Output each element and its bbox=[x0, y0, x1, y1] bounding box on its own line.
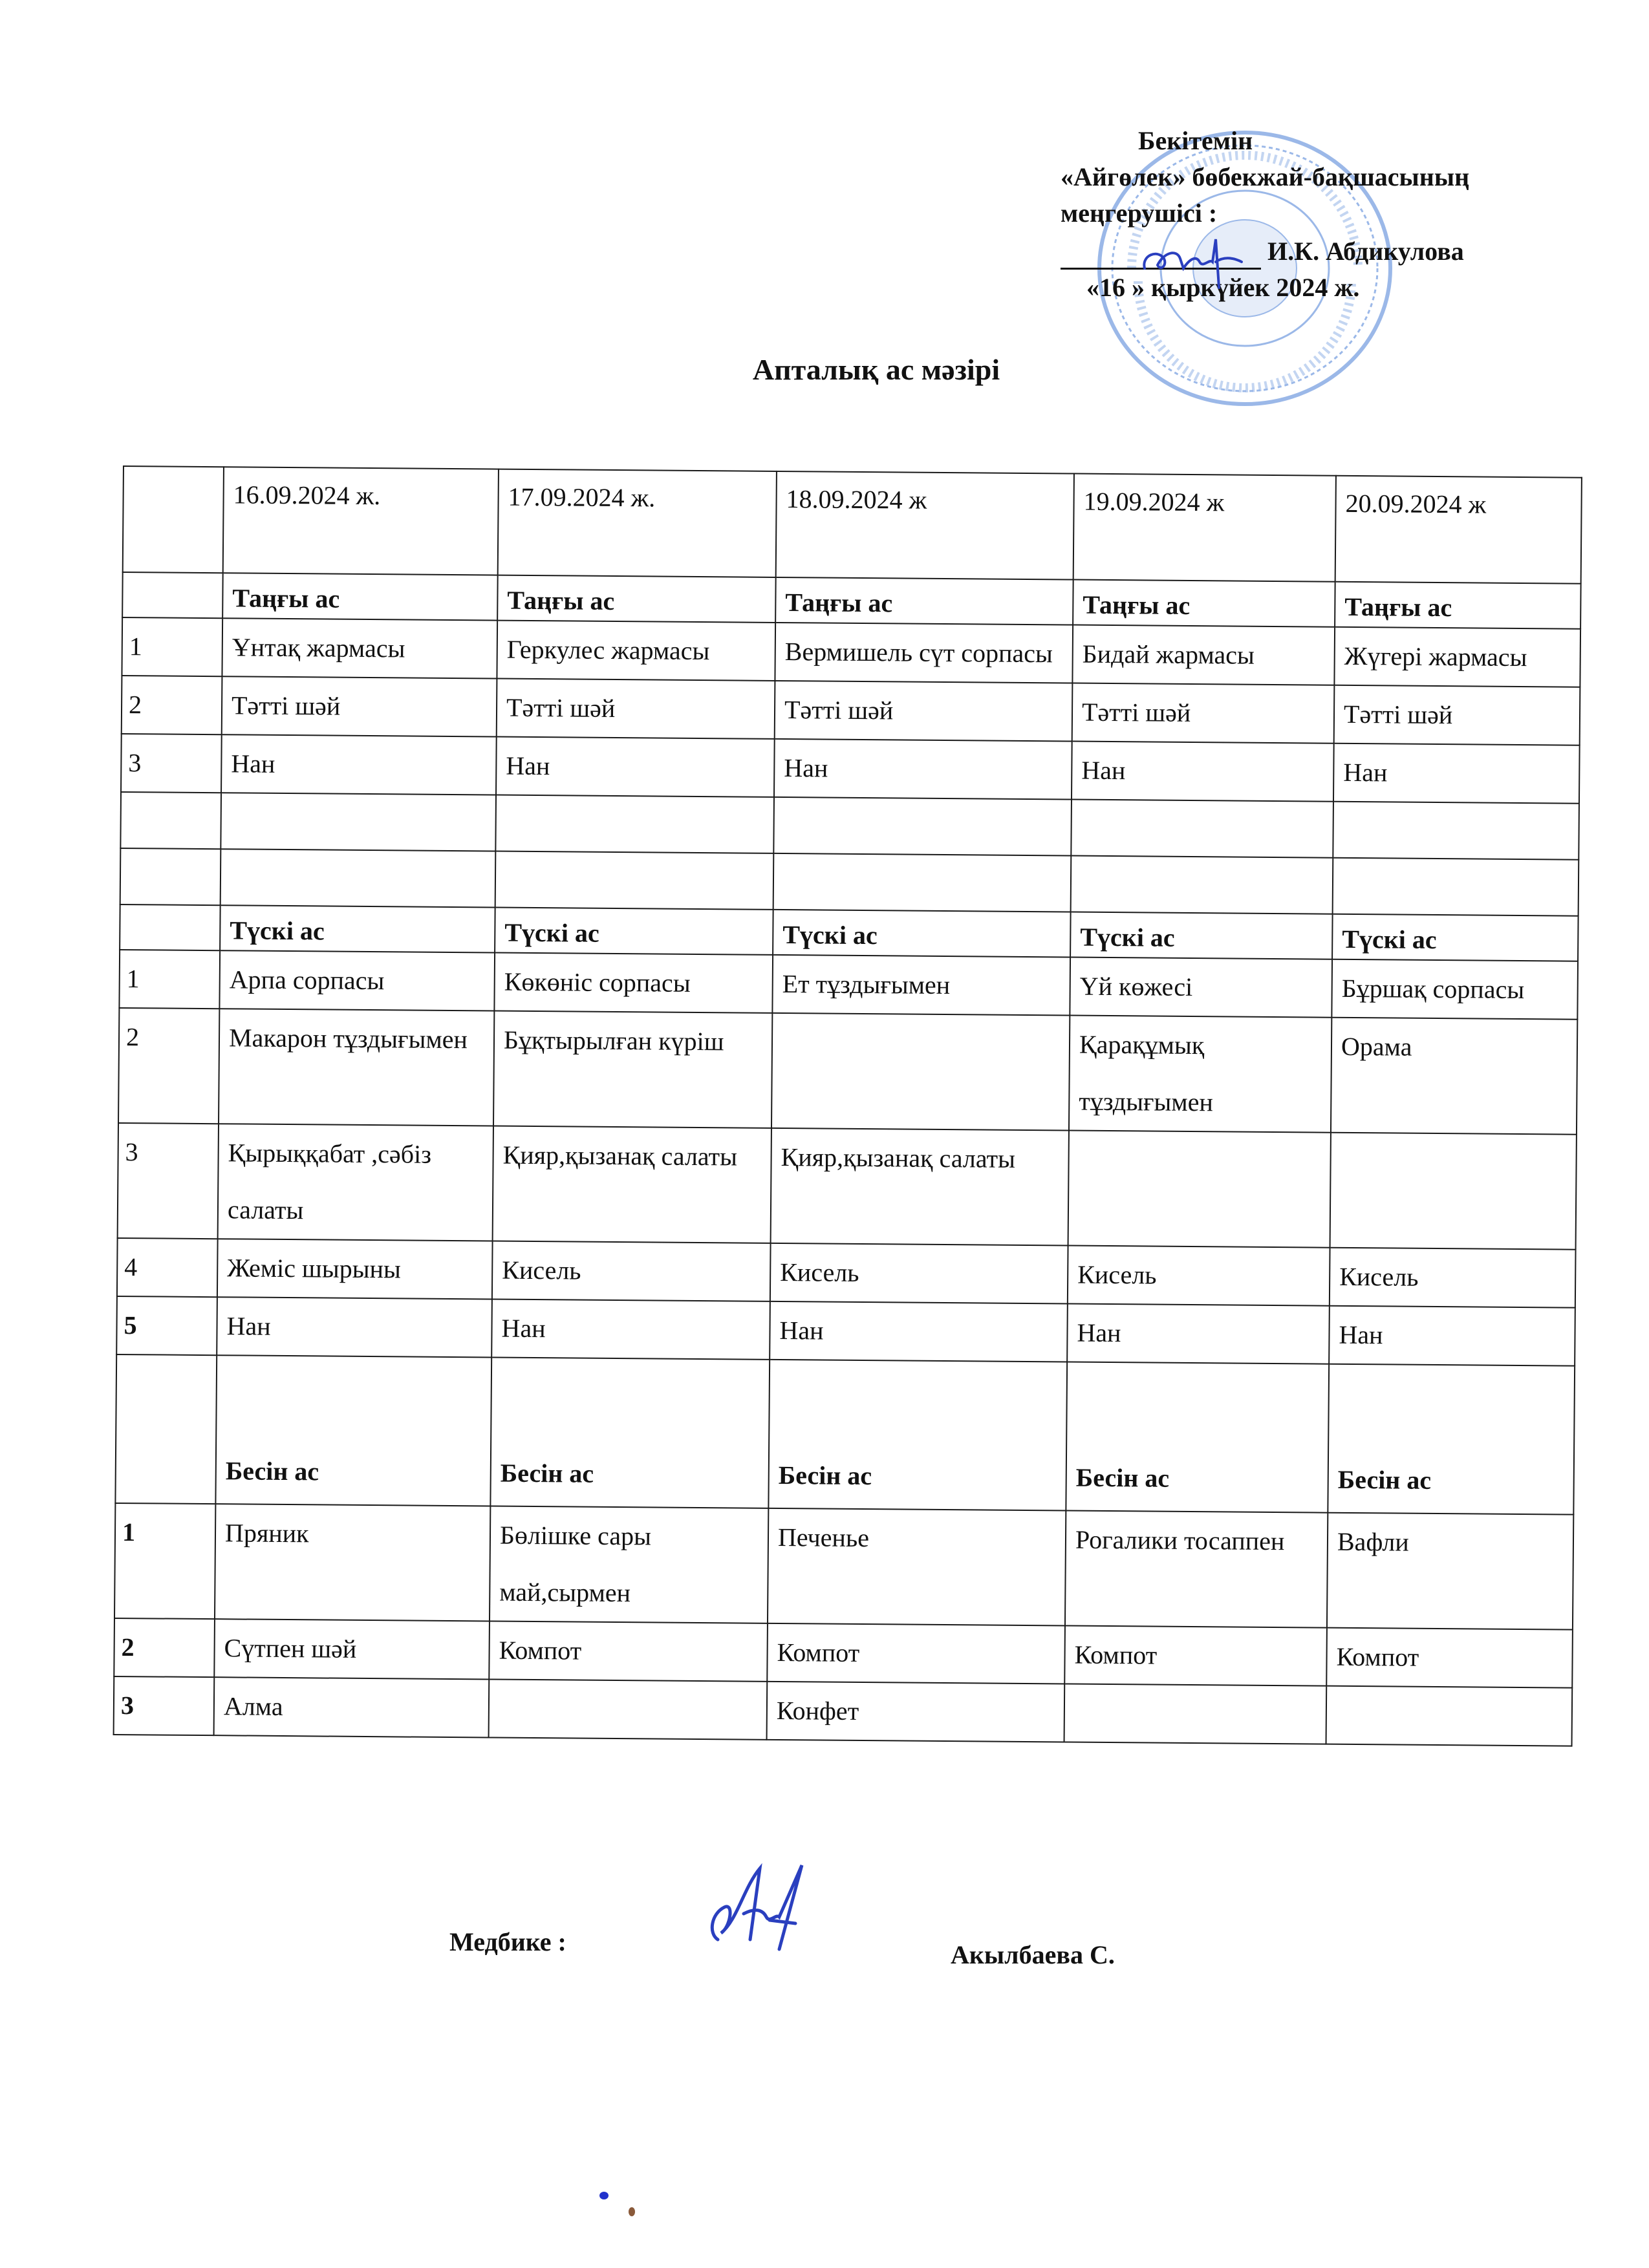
snack-label: Бесін ас bbox=[490, 1358, 770, 1508]
table-row bbox=[118, 1008, 1577, 1135]
menu-item: Бидай жармасы bbox=[1072, 625, 1335, 685]
lunch-label: Түскі ас bbox=[495, 908, 773, 955]
breakfast-label: Таңғы ас bbox=[497, 575, 776, 623]
table-row bbox=[121, 734, 1580, 804]
menu-item: Жүгері жармасы bbox=[1334, 627, 1580, 687]
menu-item: Компот bbox=[489, 1621, 768, 1682]
menu-item bbox=[1330, 1133, 1577, 1250]
empty-cell bbox=[495, 851, 774, 910]
menu-item: Алма bbox=[214, 1677, 490, 1737]
date-header: 17.09.2024 ж. bbox=[498, 469, 777, 577]
menu-item: Ұнтақ жармасы bbox=[222, 618, 497, 678]
menu-item: Нан bbox=[221, 734, 497, 795]
menu-item: Кисель bbox=[1330, 1248, 1576, 1308]
lunch-label: Түскі ас bbox=[773, 910, 1071, 957]
table-row bbox=[119, 950, 1578, 1020]
menu-item: Тәтті шәй bbox=[222, 676, 497, 736]
nurse-name: Акылбаева С. bbox=[951, 1940, 1115, 1969]
menu-item: Компот bbox=[767, 1623, 1065, 1684]
menu-item: Компот bbox=[1326, 1628, 1573, 1688]
snack-label: Бесін ас bbox=[768, 1360, 1067, 1511]
menu-item: Кисель bbox=[1068, 1246, 1330, 1306]
menu-item: Геркулес жармасы bbox=[497, 621, 775, 681]
lunch-label: Түскі ас bbox=[220, 905, 495, 952]
approval-heading: Бекітемін bbox=[1138, 126, 1253, 155]
menu-item bbox=[1326, 1686, 1573, 1746]
menu-item: Көкөніс сорпасы bbox=[494, 953, 773, 1013]
table-row bbox=[114, 1676, 1573, 1746]
table-row bbox=[114, 1618, 1573, 1688]
table-row bbox=[114, 1503, 1573, 1630]
menu-item: Нан bbox=[774, 739, 1072, 800]
menu-item: Бұршақ сорпасы bbox=[1331, 959, 1578, 1020]
menu-item: Арпа сорпасы bbox=[219, 950, 495, 1011]
ink-speck bbox=[599, 2192, 609, 2199]
row-number: 3 bbox=[121, 734, 222, 793]
footer bbox=[0, 1914, 1649, 1991]
snack-label: Бесін ас bbox=[1328, 1364, 1575, 1515]
menu-item: Нан bbox=[1072, 742, 1334, 802]
table-row bbox=[122, 676, 1580, 745]
breakfast-label: Таңғы ас bbox=[1335, 582, 1581, 629]
corner-cell bbox=[123, 466, 224, 573]
row-number: 2 bbox=[114, 1618, 215, 1677]
nurse-label: Медбике : bbox=[449, 1927, 566, 1956]
table-row bbox=[122, 617, 1580, 687]
number-cell bbox=[115, 1354, 217, 1504]
menu-item: Нан bbox=[496, 737, 775, 797]
menu-item: Орама bbox=[1331, 1018, 1577, 1135]
menu-item: Ет тұздығымен bbox=[772, 955, 1070, 1016]
row-number: 3 bbox=[114, 1676, 215, 1735]
menu-item: Нан bbox=[217, 1297, 492, 1357]
empty-cell bbox=[221, 793, 496, 851]
breakfast-label: Таңғы ас bbox=[1073, 580, 1335, 627]
breakfast-label: Таңғы ас bbox=[775, 577, 1073, 625]
menu-item: Тәтті шәй bbox=[497, 679, 775, 739]
page-title: Апталық ас мәзірі bbox=[752, 353, 1000, 386]
menu-item: Нан bbox=[1333, 744, 1580, 804]
empty-cell bbox=[495, 795, 774, 853]
menu-item: Қырыққабат ,сәбіз салаты bbox=[218, 1124, 493, 1241]
empty-cell bbox=[120, 792, 221, 849]
row-number: 1 bbox=[122, 617, 222, 676]
empty-cell bbox=[120, 848, 221, 905]
lunch-label: Түскі ас bbox=[1332, 914, 1579, 961]
snack-header-row bbox=[115, 1354, 1575, 1515]
date-header: 19.09.2024 ж bbox=[1073, 474, 1336, 582]
snack-label: Бесін ас bbox=[1066, 1362, 1329, 1513]
empty-cell bbox=[773, 797, 1072, 856]
empty-cell bbox=[1071, 800, 1333, 858]
menu-item bbox=[489, 1680, 768, 1740]
row-number: 2 bbox=[118, 1008, 219, 1124]
menu-item: Конфет bbox=[767, 1682, 1065, 1742]
menu-item: Макарон тұздығымен bbox=[219, 1009, 494, 1126]
ink-speck bbox=[629, 2207, 635, 2216]
menu-item: Қарақұмық тұздығымен bbox=[1069, 1016, 1331, 1133]
date-header: 18.09.2024 ж bbox=[776, 471, 1074, 580]
menu-item: Жеміс шырыны bbox=[217, 1239, 493, 1299]
row-number: 4 bbox=[117, 1238, 218, 1297]
menu-item: Тәтті шәй bbox=[1334, 685, 1580, 745]
menu-item: Нан bbox=[1329, 1306, 1575, 1366]
row-number: 5 bbox=[116, 1296, 217, 1355]
approver-name: И.К. Абдикулова bbox=[1267, 237, 1464, 266]
menu-item bbox=[1064, 1684, 1327, 1744]
row-number: 1 bbox=[119, 950, 220, 1009]
number-cell bbox=[122, 572, 223, 618]
menu-item: Рогалики тосаппен bbox=[1065, 1511, 1328, 1628]
approval-date: «16 » қыркүйек 2024 ж. bbox=[1086, 273, 1360, 302]
menu-item bbox=[771, 1013, 1070, 1131]
row-number: 2 bbox=[122, 676, 222, 734]
menu-item: Тәтті шәй bbox=[775, 681, 1073, 742]
approval-organization: «Айгөлек» бөбекжай-бақшасының bbox=[1061, 162, 1470, 191]
menu-item: Нан bbox=[491, 1300, 770, 1360]
menu-item: Пряник bbox=[215, 1504, 490, 1621]
empty-cell bbox=[1333, 858, 1579, 916]
menu-item: Қияр,қызанақ салаты bbox=[771, 1128, 1069, 1246]
date-header: 16.09.2024 ж. bbox=[223, 467, 499, 575]
menu-item: Печенье bbox=[768, 1508, 1066, 1626]
menu-item: Кисель bbox=[770, 1243, 1068, 1304]
empty-cell bbox=[1333, 802, 1579, 860]
date-header: 20.09.2024 ж bbox=[1335, 476, 1582, 584]
row-number: 1 bbox=[114, 1503, 215, 1619]
empty-cell bbox=[773, 853, 1072, 912]
menu-item bbox=[1068, 1131, 1331, 1248]
menu-item: Қияр,қызанақ салаты bbox=[493, 1126, 771, 1243]
table-row bbox=[117, 1238, 1576, 1308]
number-cell bbox=[120, 904, 221, 950]
empty-cell bbox=[221, 849, 496, 907]
menu-item: Нан bbox=[1067, 1304, 1330, 1364]
table-row bbox=[118, 1123, 1577, 1250]
table-row bbox=[116, 1296, 1575, 1366]
snack-label: Бесін ас bbox=[215, 1355, 491, 1506]
menu-item: Вафли bbox=[1327, 1513, 1573, 1630]
menu-item: Үй көжесі bbox=[1070, 957, 1332, 1018]
menu-item: Бұқтырылған күріш bbox=[493, 1011, 772, 1128]
director-signature bbox=[1138, 223, 1248, 294]
empty-cell bbox=[1071, 856, 1333, 914]
menu-item: Кисель bbox=[492, 1241, 771, 1301]
date-header-row bbox=[123, 466, 1582, 584]
menu-item: Тәтті шәй bbox=[1072, 683, 1335, 744]
approval-position: меңгерушісі : bbox=[1061, 198, 1218, 228]
menu-item: Бөлішке сары май,сырмен bbox=[490, 1506, 768, 1623]
row-number: 3 bbox=[118, 1123, 219, 1239]
breakfast-label: Таңғы ас bbox=[222, 573, 498, 620]
menu-item: Нан bbox=[770, 1301, 1068, 1362]
lunch-label: Түскі ас bbox=[1070, 912, 1333, 959]
weekly-menu-table bbox=[113, 465, 1582, 1747]
menu-item: Сүтпен шәй bbox=[214, 1619, 490, 1679]
menu-item: Вермишель сүт сорпасы bbox=[775, 623, 1073, 683]
menu-item: Компот bbox=[1064, 1625, 1327, 1685]
